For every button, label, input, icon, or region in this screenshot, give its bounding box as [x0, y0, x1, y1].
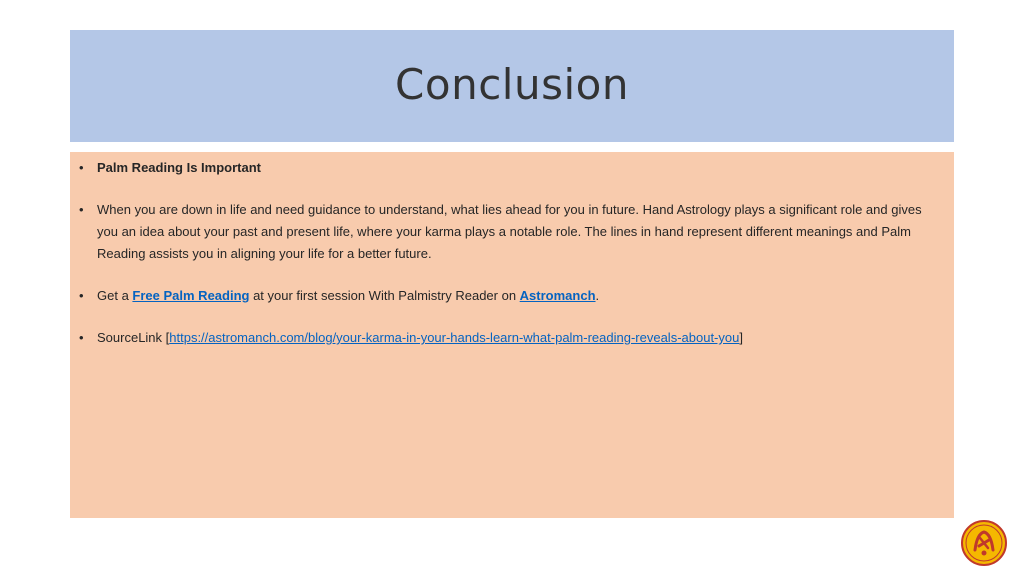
astromanch-logo-icon[interactable]: [961, 520, 1007, 566]
bullet-dot: •: [79, 160, 84, 175]
cta-middle: at your first session With Palmistry Reader on: [249, 288, 520, 303]
list-item: [78, 285, 934, 307]
bullet-list: [78, 157, 934, 349]
bullet-dot: •: [79, 330, 84, 345]
list-item: [78, 199, 934, 265]
cta-prefix: Get a: [97, 288, 133, 303]
bullet-paragraph: When you are down in life and need guidance to understand, what lies ahead for you in future. Hand Astrology plays a significant role and gives you an idea about your past and present life, where your karma plays a notable role. The lines in hand represent different meanings and Palm Reading assists you in aligning your life for a better future.: [97, 202, 922, 261]
list-item: [78, 157, 934, 179]
source-link[interactable]: https://astromanch.com/blog/your-karma-in-your-hands-learn-what-palm-reading-reveals-about-you: [169, 330, 740, 345]
logo-svg: [961, 520, 1007, 566]
title-band: [70, 30, 954, 142]
page-title: Conclusion: [395, 59, 629, 109]
bullet-dot: •: [79, 202, 84, 217]
bullet-heading: Palm Reading Is Important: [97, 160, 261, 175]
astromanch-link[interactable]: Astromanch: [519, 288, 596, 303]
content-box: [70, 152, 954, 518]
free-palm-reading-link[interactable]: Free Palm Reading: [132, 288, 250, 303]
bullet-dot: •: [79, 288, 84, 303]
list-item: [78, 327, 934, 349]
source-prefix: SourceLink [: [97, 330, 170, 345]
cta-suffix: .: [595, 288, 600, 303]
source-suffix: ]: [739, 330, 743, 345]
